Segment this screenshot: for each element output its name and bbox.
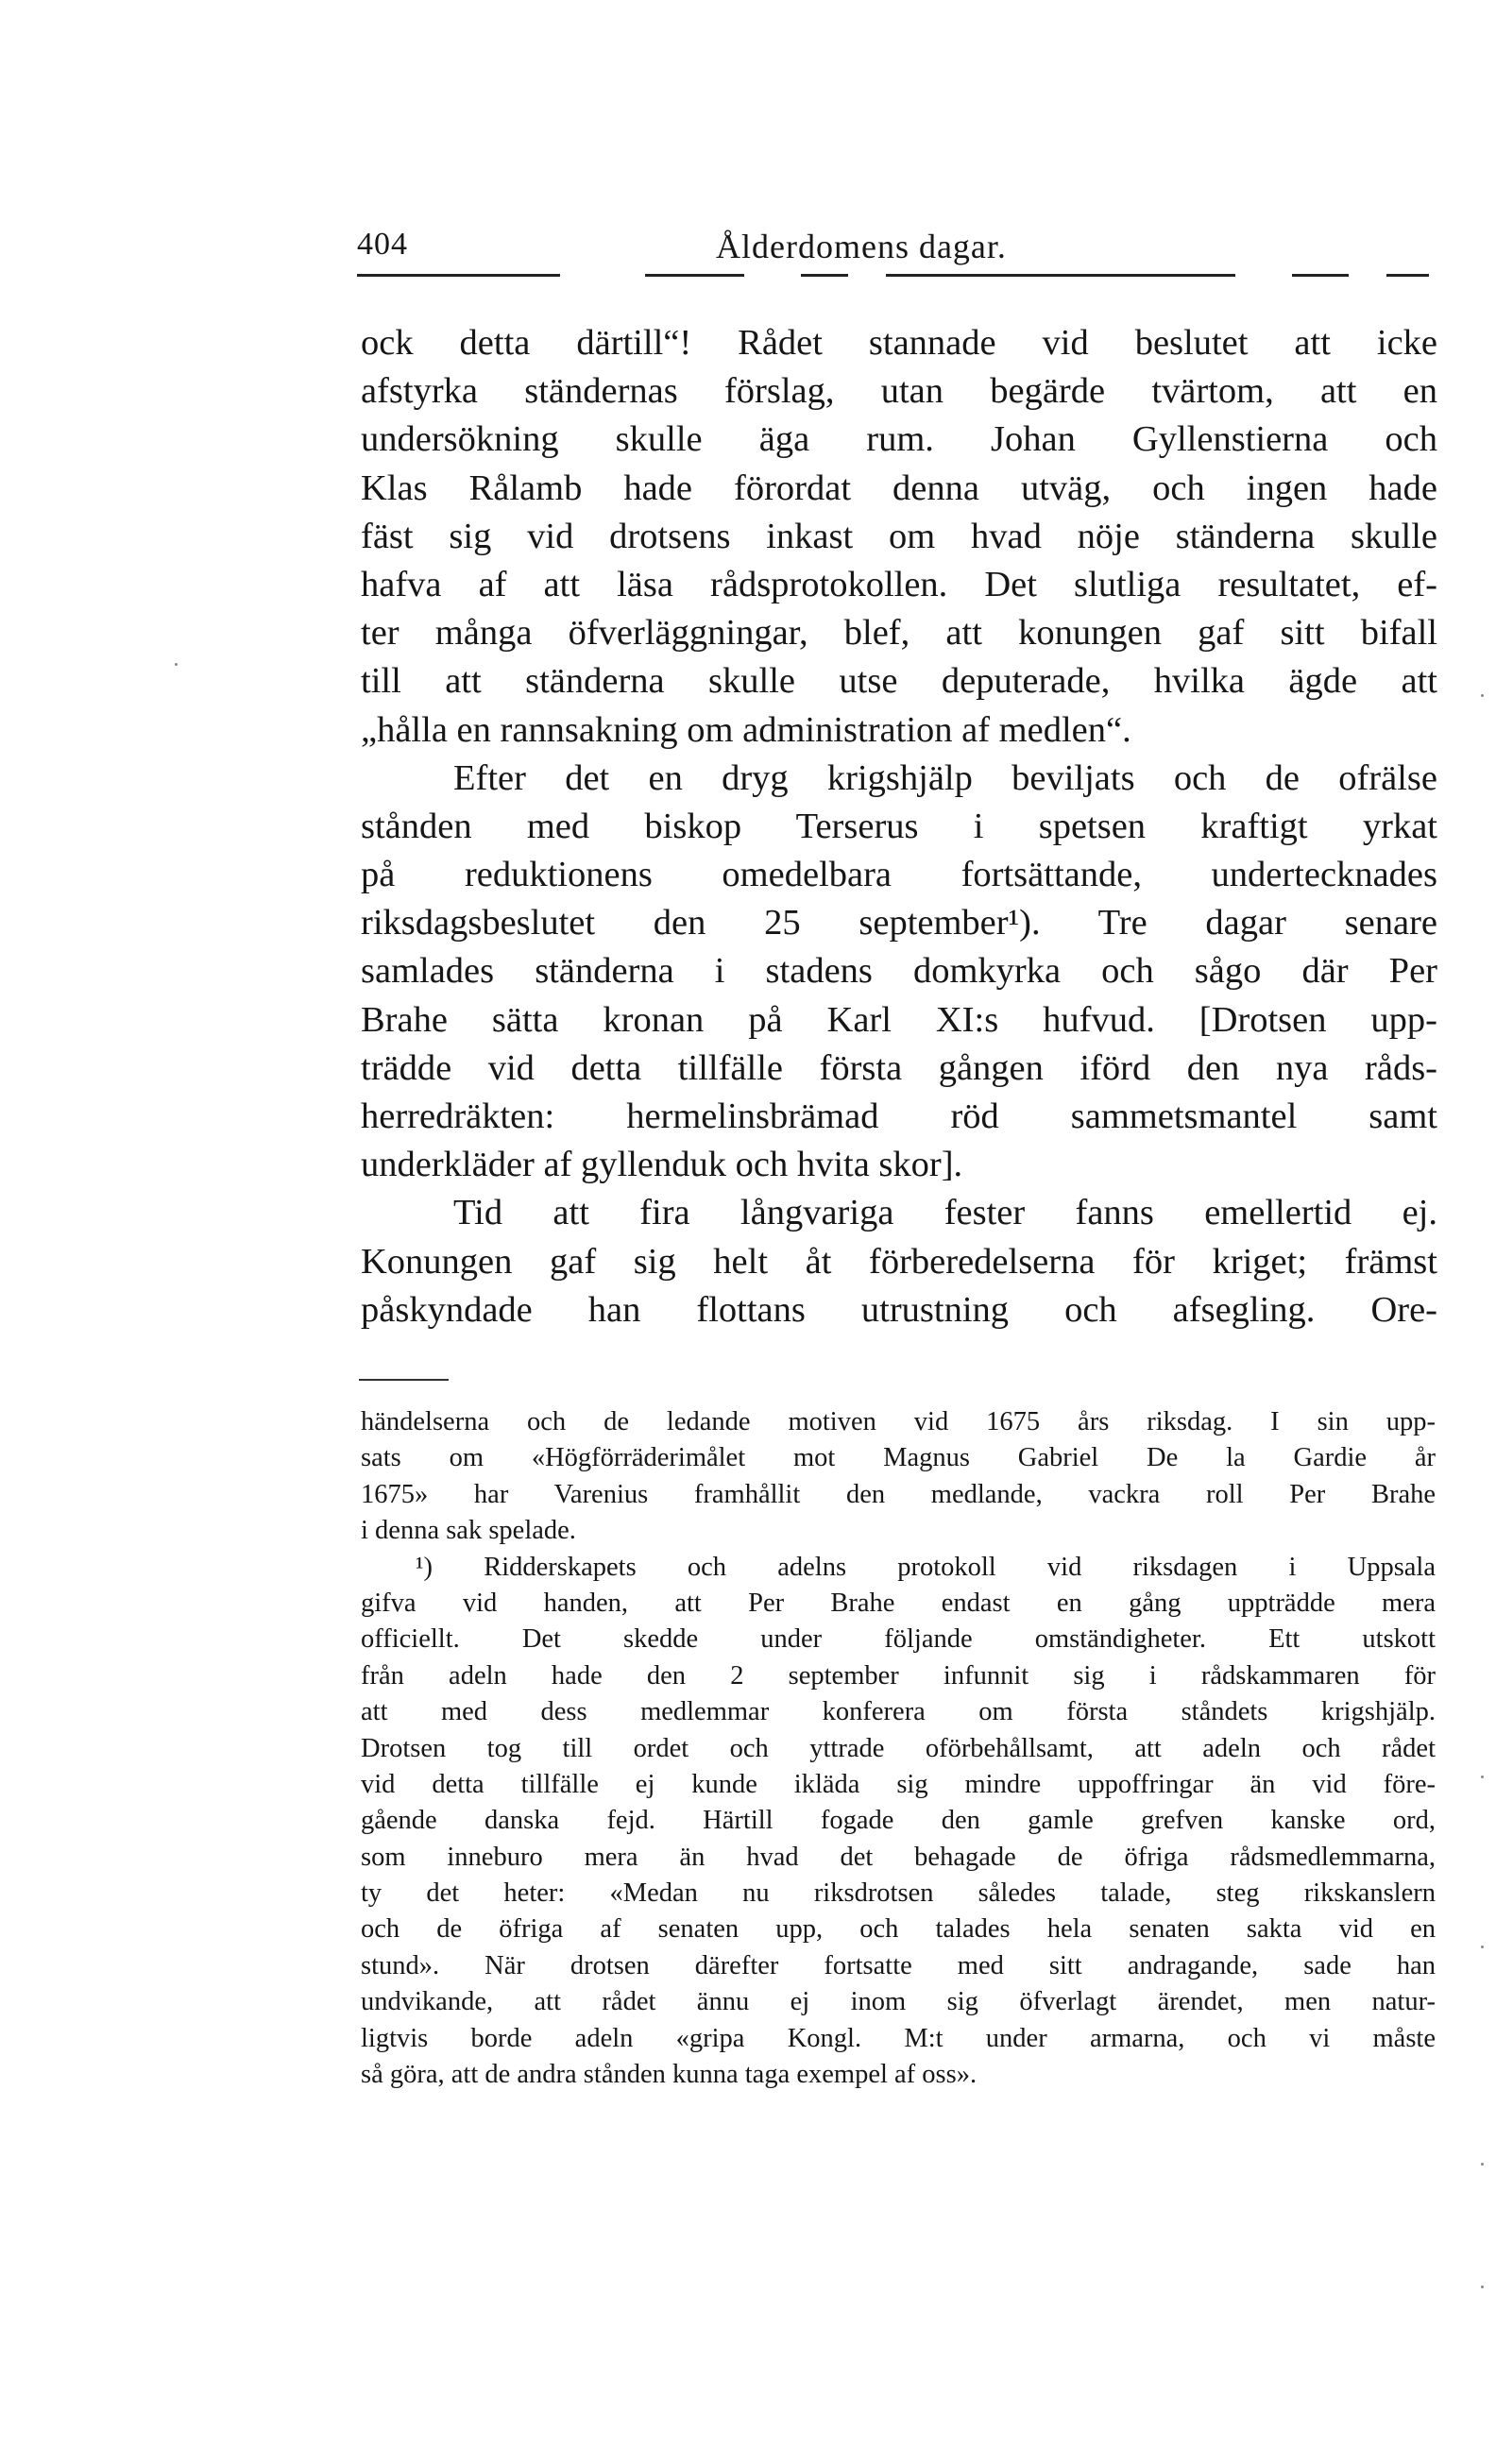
header-rule-gap [1349,270,1386,278]
text-line: ock detta därtill“! Rådet stannade vid beslutet att icke [361,323,1437,363]
text-line: hafva af att läsa rådsprotokollen. Det slutliga resultatet, ef- [361,564,1437,604]
text-line: afstyrka ständernas förslag, utan begärde tvärtom, att en [361,371,1437,412]
header-rule-gap [744,270,801,278]
text-line: fäst sig vid drotsens inkast om hvad nöje ständerna skulle [361,516,1437,556]
page-number: 404 [357,227,408,262]
text-line: samlades ständerna i stadens domkyrka och sågo där Per [361,951,1437,992]
footnote-line: ligtvis borde adeln «gripa Kongl. M:t under armarna, och vi måste [361,2023,1436,2053]
text-line: Konungen gaf sig helt åt förberedelserna för kriget; främst [361,1241,1437,1282]
footnote-line: och de öfriga af senaten upp, och talades hela senaten sakta vid en [361,1914,1436,1945]
text-line: Efter det en dryg krigshjälp beviljats och de ofrälse [453,757,1437,798]
footnote-line: stund». När drotsen därefter fortsatte med sitt andragande, sade han [361,1950,1436,1980]
text-line: herredräkten: hermelinsbrämad röd sammetsmantel samt [361,1096,1437,1136]
header-rule-gap [560,270,645,278]
footnote-line: ty det heter: «Medan nu riksdrotsen således talade, steg rikskanslern [361,1878,1436,1909]
footnote-line: gående danska fejd. Härtill fogade den gamle grefven kanske ord, [361,1806,1436,1836]
running-title: Ålderdomens dagar. [716,228,1007,265]
text-line: „hålla en rannsakning om administration af medlen“. [361,709,1131,750]
footnote-line: att med dess medlemmar konferera om första ståndets krigshjälp. [361,1697,1436,1727]
footnote-line: 1675» har Varenius framhållit den medlande, vackra roll Per Brahe [361,1479,1436,1509]
text-line: underkläder af gyllenduk och hvita skor]. [361,1145,963,1185]
header-rule-gap [848,270,886,278]
text-line: trädde vid detta tillfälle första gången iförd den nya råds- [361,1047,1437,1088]
footnote-line: Drotsen tog till ordet och yttrade oförbehållsamt, att adeln och rådet [361,1733,1436,1763]
text-line: Brahe sätta kronan på Karl XI:s hufvud. [Drotsen upp- [361,999,1437,1040]
page-header [357,227,1429,268]
scan-speck [175,663,178,666]
footnote-line: sats om «Högförräderimålet mot Magnus Gabriel De la Gardie år [361,1443,1436,1473]
text-line: på reduktionens omedelbara fortsättande, undertecknades [361,855,1437,895]
footnote-line: vid detta tillfälle ej kunde ikläda sig mindre uppoffringar än vid före- [361,1769,1436,1799]
footnotes [361,1404,1436,2093]
scan-speck [1481,694,1484,697]
scan-speck [1481,1776,1484,1778]
footnote-line: så göra, att de andra stånden kunna taga exempel af oss». [361,2060,978,2090]
main-text [361,319,1437,1334]
text-line: stånden med biskop Terserus i spetsen kraftigt yrkat [361,806,1437,846]
scan-speck [1481,1946,1484,1948]
footnote-line: som inneburo mera än hvad det behagade de öfriga rådsmedlemmarna, [361,1842,1436,1872]
text-line: ter många öfverläggningar, blef, att konungen gaf sitt bifall [361,613,1437,654]
footnote-line: i denna sak spelade. [361,1516,576,1546]
footnote-line: officiellt. Det skedde under följande omständigheter. Ett utskott [361,1624,1436,1655]
header-rule-gap [1235,270,1292,278]
text-line: undersökning skulle äga rum. Johan Gyllenstierna och [361,419,1437,460]
footnote-line: undvikande, att rådet ännu ej inom sig öfverlagt ärendet, men natur- [361,1987,1436,2017]
scan-speck [1481,2286,1484,2288]
text-line: riksdagsbeslutet den 25 september¹). Tre dagar senare [361,903,1437,943]
footnote-line: från adeln hade den 2 september infunnit sig i rådskammaren för [361,1660,1436,1691]
scan-speck [1481,2163,1484,2166]
text-line: Klas Rålamb hade förordat denna utväg, och ingen hade [361,467,1437,508]
footnote-line: ¹) Ridderskapets och adelns protokoll vid riksdagen i Uppsala [416,1552,1436,1582]
footnote-line: händelserna och de ledande motiven vid 1675 års riksdag. I sin upp- [361,1407,1436,1436]
footnote-line: gifva vid handen, att Per Brahe endast en gång uppträdde mera [361,1588,1436,1618]
text-line: påskyndade han flottans utrustning och afsegling. Ore- [361,1289,1437,1330]
text-line: Tid att fira långvariga fester fanns emellertid ej. [453,1193,1437,1233]
text-line: till att ständerna skulle utse deputerade, hvilka ägde att [361,661,1437,702]
footnote-rule [359,1379,449,1381]
